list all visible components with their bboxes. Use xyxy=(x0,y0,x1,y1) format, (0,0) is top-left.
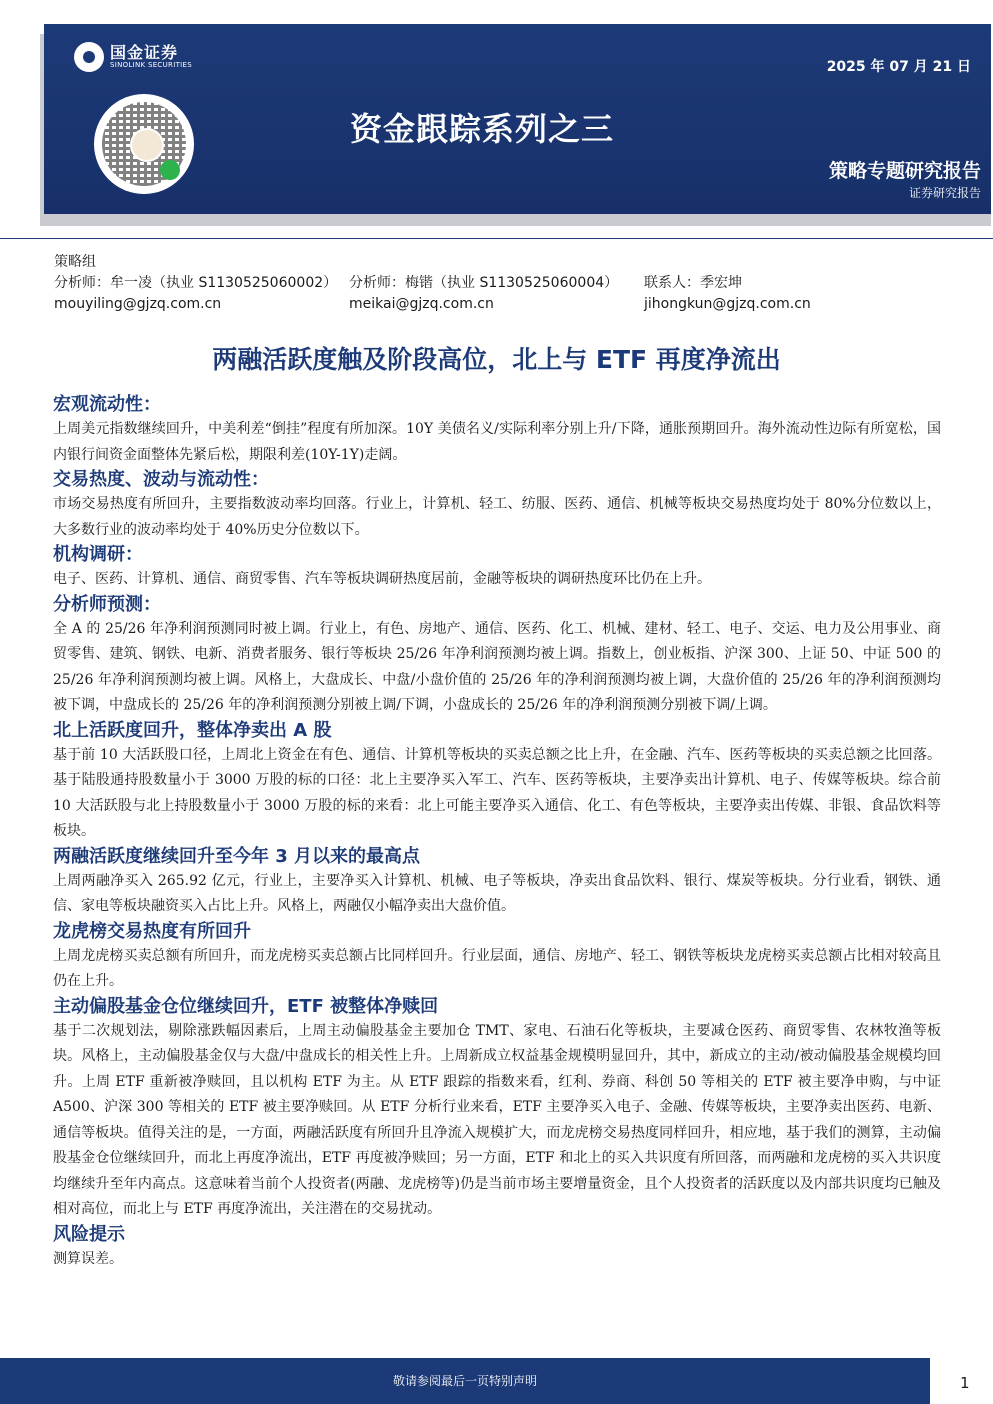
section-text: 全 A 的 25/26 年净利润预测同时被上调。行业上，有色、房地产、通信、医药、化工、机械、建材、轻工、电子、交运、电力及公用事业、商贸零售、建筑、钢铁、电新、消费者服务、银行等板块 25/26 年净利润预测均被上调。指数上，创业板指、沪深 300、上证 50、中证 500 的 25/26 年净利润预测均被上调。风格上，大盘成长、中盘/小盘价值的 25/26 年的净利润预测均被上调，大盘价值的 25/26 年的净利润预测均被下调，中盘成长的 25/26 年的净利润预测分别被上调/下调，小盘成长的 25/26 年的净利润预测分别被下调/上调。 xyxy=(53,620,941,713)
section-trading-heat xyxy=(53,468,941,543)
section-title: 风险提示 xyxy=(53,1223,125,1245)
analyst-1-email[interactable]: mouyiling@gjzq.com.cn xyxy=(54,296,222,312)
section-northbound xyxy=(53,719,941,845)
group-label: 策略组 xyxy=(54,254,96,270)
contact-email[interactable]: jihongkun@gjzq.com.cn xyxy=(644,296,811,312)
footer-notice: 敬请参阅最后一页特别声明 xyxy=(0,1358,930,1404)
section-title: 交易热度、波动与流动性： xyxy=(53,469,269,490)
analyst-1: 分析师：牟一凌（执业 S1130525060002） xyxy=(54,275,338,291)
section-text: 上周龙虎榜买卖总额有所回升，而龙虎榜买卖总额占比同样回升。行业层面，通信、房地产、轻工、钢铁等板块龙虎榜买卖总额占比相对较高且仍在上升。 xyxy=(53,947,941,989)
report-headline: 两融活跃度触及阶段高位，北上与 ETF 再度净流出 xyxy=(212,345,781,374)
report-type: 策略专题研究报告 xyxy=(828,160,981,182)
logo-icon xyxy=(74,42,104,72)
section-text: 电子、医药、计算机、通信、商贸零售、汽车等板块调研热度居前，金融等板块的调研热度环比仍在上升。 xyxy=(53,571,711,587)
section-title: 北上活跃度回升，整体净卖出 A 股 xyxy=(53,719,332,741)
analyst-2-email[interactable]: meikai@gjzq.com.cn xyxy=(349,296,494,312)
section-text: 测算误差。 xyxy=(53,1250,123,1267)
page-number: 1 xyxy=(960,1374,970,1392)
section-title: 宏观流动性： xyxy=(53,394,161,415)
section-margin-trading xyxy=(53,845,941,920)
section-text: 上周两融净买入 265.92 亿元，行业上，主要净买入计算机、机械、电子等板块，净卖出食品饮料、银行、煤炭等板块。分行业看，钢铁、通信、家电等板块融资买入占比上升。风格上，两融仅小幅净卖出大盘价值。 xyxy=(53,872,941,914)
header-divider xyxy=(0,238,993,239)
section-text: 市场交易热度有所回升，主要指数波动率均回落。行业上，计算机、轻工、纺服、医药、通信、机械等板块交易热度均处于 80%分位数以上，大多数行业的波动率均处于 40%历史分位数以下。 xyxy=(53,496,941,538)
qr-code-icon xyxy=(94,94,194,194)
report-body xyxy=(53,393,941,1272)
section-macro-liquidity xyxy=(53,393,941,468)
report-subtype: 证券研究报告 xyxy=(908,186,981,200)
section-title: 主动偏股基金仓位继续回升，ETF 被整体净赎回 xyxy=(53,995,439,1017)
section-institution-research xyxy=(53,543,941,593)
report-banner xyxy=(44,24,991,214)
section-dragon-tiger xyxy=(53,920,941,995)
series-title: 资金跟踪系列之三 xyxy=(350,110,615,148)
section-funds-etf xyxy=(53,995,941,1223)
section-text: 基于二次规划法，剔除涨跌幅因素后，上周主动偏股基金主要加仓 TMT、家电、石油石化等板块，主要减仓医药、商贸零售、农林牧渔等板块。风格上，主动偏股基金仅与大盘/中盘成长的相关性上升。上周新成立权益基金规模明显回升，其中，新成立的主动/被动偏股基金规模均回升。上周 ETF 重新被净赎回，且以机构 ETF 为主。从 ETF 跟踪的指数来看，红利、券商、科创 50 等相关的 ETF 被主要净申购，与中证 A500、沪深 300 等相关的 ETF 被主要净赎回。从 ETF 分析行业来看，ETF 主要净买入电子、金融、传媒等板块，主要净卖出医药、电新、通信等板块。值得关注的是，一方面，两融活跃度有所回升且净流入规模扩大，而龙虎榜交易热度同样回升，相应地，基于我们的测算，主动偏股基金仓位继续回升，而北上再度净流出，ETF 再度被净赎回；另一方面，ETF 和北上的买入共识度有所回落，而两融和龙虎榜的买入共识度均继续升至年内高点。这意味着当前个人投资者(两融、龙虎榜等)仍是当前市场主要增量资金，且个人投资者的活跃度以及内部共识度均已触及相对高位，而北上与 ETF 再度净流出，关注潜在的交易扰动。 xyxy=(53,1022,941,1217)
section-text: 基于前 10 大活跃股口径，上周北上资金在有色、通信、计算机等板块的买卖总额之比上升，在金融、汽车、医药等板块的买卖总额之比回落。基于陆股通持股数量小于 3000 万股的标的口径：北上主要净买入军工、汽车、医药等板块，主要净卖出计算机、电子、传媒等板块。综合前 10 大活跃股与北上持股数量小于 3000 万股的标的来看：北上可能主要净买入通信、化工、有色等板块，主要净卖出传媒、非银、食品饮料等板块。 xyxy=(53,746,941,839)
analyst-2: 分析师：梅锴（执业 S1130525060004） xyxy=(349,275,619,291)
section-title: 龙虎榜交易热度有所回升 xyxy=(53,920,251,942)
section-title: 机构调研： xyxy=(53,544,143,565)
brand-name-cn: 国金证券 xyxy=(110,42,179,62)
brand-name-en: SINOLINK SECURITIES xyxy=(110,60,192,69)
section-risk xyxy=(53,1223,941,1273)
section-title: 两融活跃度继续回升至今年 3 月以来的最高点 xyxy=(53,845,421,867)
section-text: 上周美元指数继续回升，中美利差“倒挂”程度有所加深。10Y 美债名义/实际利率分别上升/下降，通胀预期回升。海外流动性边际有所宽松，国内银行间资金面整体先紧后松，期限利差(10Y-1Y)走阔。 xyxy=(53,421,941,463)
brand-logo xyxy=(74,42,192,72)
contact: 联系人：季宏坤 xyxy=(644,275,742,291)
report-date: 2025 年 07 月 21 日 xyxy=(826,59,971,75)
section-title: 分析师预测： xyxy=(53,593,161,615)
section-analyst-forecast xyxy=(53,593,941,719)
